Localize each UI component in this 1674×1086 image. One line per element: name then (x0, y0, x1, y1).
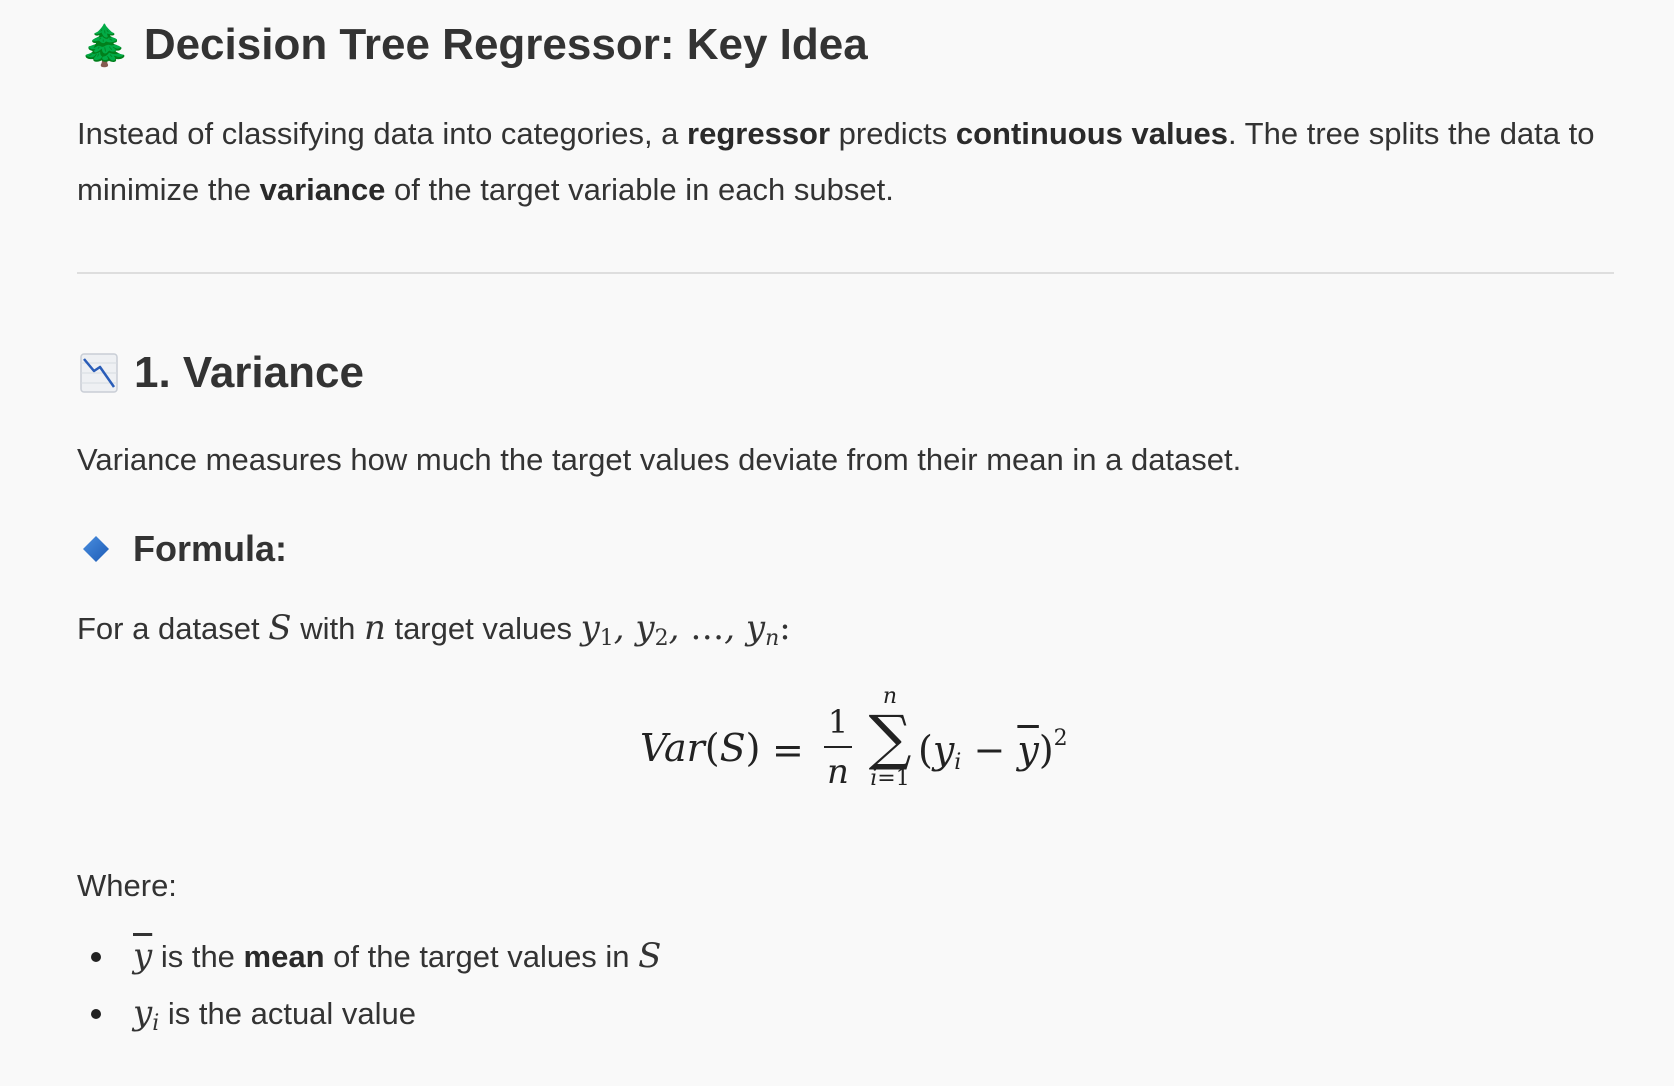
section-heading-variance (80, 348, 364, 398)
variance-formula (640, 684, 1140, 814)
bullet-icon (91, 952, 101, 962)
chart-decreasing-icon (80, 353, 118, 393)
bullet-icon (91, 1009, 101, 1019)
math-ybar: $\overline{y}$ (133, 936, 153, 976)
formula-fraction: 1 n (820, 704, 856, 790)
continuous-values-term: continuous values (955, 116, 1229, 151)
math-values-list: $y_1$, $y_2$, …, $y_n$: (580, 608, 791, 651)
variance-description: Variance measures how much the target values deviate from their mean in a dataset. (77, 442, 1242, 477)
section-divider (77, 272, 1614, 274)
blue-diamond-icon (83, 536, 109, 562)
variance-term: variance (259, 172, 386, 207)
regressor-term: regressor (687, 116, 831, 151)
section-heading-text: 1. Variance (134, 348, 364, 397)
dataset-definition: For a dataset S with n target values $y_1$, $y_2$, …, $y_n$: (77, 608, 791, 651)
intro-paragraph: Instead of classifying data into categories, a regressor predicts continuous values. The tree splits the data to minimize the variance of the target variable in each subset. (77, 116, 1595, 207)
math-var-s: S (638, 936, 662, 976)
formula-term: $(y_i - \overline{y})^2$ (918, 726, 1068, 775)
definitions-list (77, 928, 661, 1052)
list-item: $\overline{y}$ is the mean of the target values in S (77, 928, 661, 985)
math-yi: $y_i$ (133, 993, 160, 1036)
math-var-s: S (268, 608, 292, 648)
page-title-text: Decision Tree Regressor: Key Idea (143, 20, 868, 69)
where-label: Where: (77, 868, 177, 903)
formula-summation: n ∑ i=1 (868, 684, 912, 791)
list-item: $y_i$ is the actual value (77, 985, 661, 1052)
formula-heading (83, 528, 287, 570)
formula-heading-text: Formula: (133, 528, 288, 569)
formula-equals: = (772, 728, 804, 772)
formula-lhs: Var(S) (640, 726, 761, 770)
mean-term: mean (243, 939, 325, 974)
math-var-n: n (363, 608, 386, 648)
page-title (80, 20, 868, 70)
evergreen-tree-icon: 🌲 (80, 23, 130, 68)
